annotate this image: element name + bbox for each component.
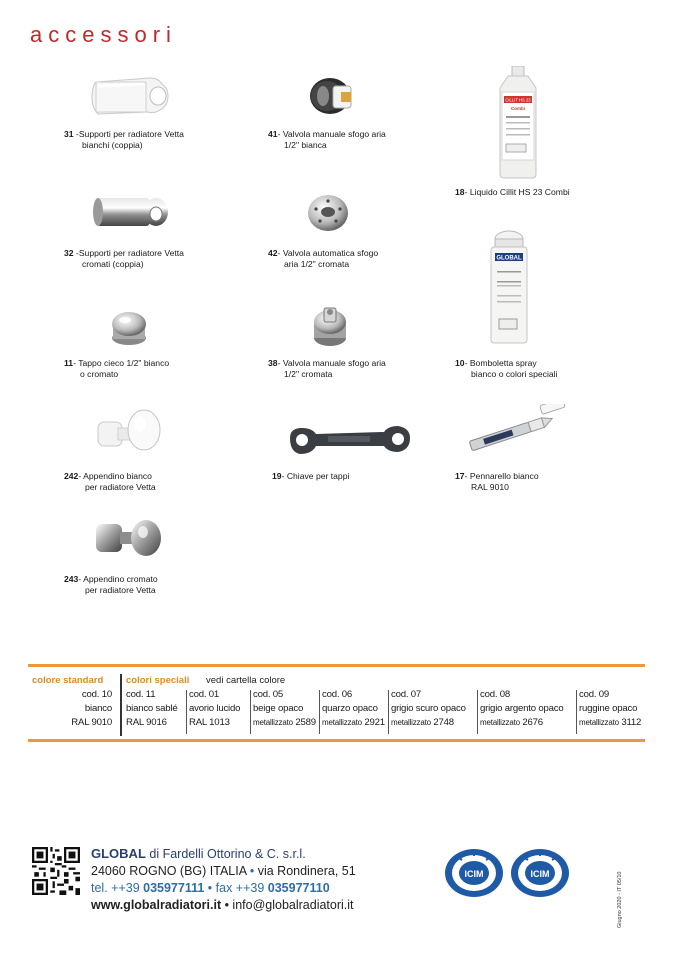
- color-cod-11: cod. 11 bianco sablé RAL 9016: [126, 689, 178, 728]
- color-cod-08: cod. 08 grigio argento opaco metallizzato 2676: [480, 689, 564, 728]
- product-32-image: [90, 186, 172, 238]
- color-cod-09: cod. 09 ruggine opaco metallizzato 3112: [579, 689, 642, 728]
- caption-242: 242- Appendino bianco per radiatore Vetta: [64, 471, 156, 492]
- product-10-image: [485, 229, 533, 347]
- table-divider: [388, 690, 389, 734]
- icim-cert-badge-2: [510, 848, 570, 898]
- caption-11: 11- Tappo cieco 1/2" bianco o cromato: [64, 358, 170, 379]
- print-code: Giugno 2020 - IT 05/10: [617, 871, 623, 928]
- caption-38: 38- Valvola manuale sfogo aria 1/2" cromata: [268, 358, 386, 379]
- color-cod-07: cod. 07 grigio scuro opaco metallizzato 2748: [391, 689, 466, 728]
- caption-243: 243- Appendino cromato per radiatore Vetta: [64, 574, 158, 595]
- company-address: 24060 ROGNO (BG) ITALIA • via Rondinera, 51: [91, 864, 356, 878]
- cillit-sub-label: Combi: [511, 106, 525, 111]
- caption-18: 18- Liquido Cillit HS 23 Combi: [455, 187, 570, 197]
- page-title: accessori: [30, 22, 177, 47]
- color-cod-05: cod. 05 beige opaco metallizzato 2589: [253, 689, 316, 728]
- product-243-image: [92, 514, 164, 560]
- product-42-image: [306, 193, 350, 233]
- cert-label: ICIM: [464, 869, 484, 879]
- color-standard: cod. 10 bianco RAL 9010: [71, 689, 112, 728]
- special-colors-note: vedi cartella colore: [206, 675, 286, 686]
- product-11-image: [106, 308, 152, 348]
- product-31-image: [88, 70, 174, 122]
- special-colors-label: colori speciali: [126, 675, 190, 686]
- table-divider: [576, 690, 577, 734]
- caption-42: 42- Valvola automatica sfogo aria 1/2" cromata: [268, 248, 379, 269]
- caption-32: 32 -Supporti per radiatore Vetta cromati (coppia): [64, 248, 184, 269]
- product-41-image: [305, 74, 355, 118]
- table-divider: [319, 690, 320, 734]
- product-18-image: [496, 66, 540, 180]
- spray-brand-label: GLOBAL: [496, 255, 522, 262]
- standard-color-label: colore standard: [32, 675, 104, 686]
- caption-17: 17- Pennarello bianco RAL 9010: [455, 471, 539, 492]
- table-divider: [120, 674, 122, 736]
- company-phone: tel. ++39 035977111 • fax ++39 035977110: [91, 881, 330, 895]
- product-17-image: [462, 404, 572, 456]
- table-divider: [250, 690, 251, 734]
- color-cod-01: cod. 01 avorio lucido RAL 1013: [189, 689, 241, 728]
- caption-41: 41- Valvola manuale sfogo aria 1/2" bianca: [268, 129, 386, 150]
- company-web[interactable]: www.globalradiatori.it • info@globalradiatori.it: [91, 898, 354, 912]
- color-table-top-rule: [28, 664, 645, 667]
- product-242-image: [94, 406, 164, 454]
- qr-code[interactable]: [32, 847, 80, 895]
- company-info: [91, 845, 356, 914]
- table-divider: [186, 690, 187, 734]
- cillit-brand-label: CILLIT HS 23: [505, 97, 531, 103]
- icim-cert-badge-1: [444, 848, 504, 898]
- color-cod-06: cod. 06 quarzo opaco metallizzato 2921: [322, 689, 385, 728]
- product-19-image: [284, 424, 414, 456]
- caption-19: 19- Chiave per tappi: [272, 471, 350, 481]
- color-table-bottom-rule: [28, 739, 645, 742]
- company-name: GLOBAL di Fardelli Ottorino & C. s.r.l.: [91, 846, 306, 861]
- caption-31: 31 -Supporti per radiatore Vetta bianchi (coppia): [64, 129, 184, 150]
- caption-10: 10- Bomboletta spray bianco o colori speciali: [455, 358, 558, 379]
- cert-label: ICIM: [530, 869, 550, 879]
- product-38-image: [306, 302, 354, 350]
- table-divider: [477, 690, 478, 734]
- color-table: [28, 672, 645, 738]
